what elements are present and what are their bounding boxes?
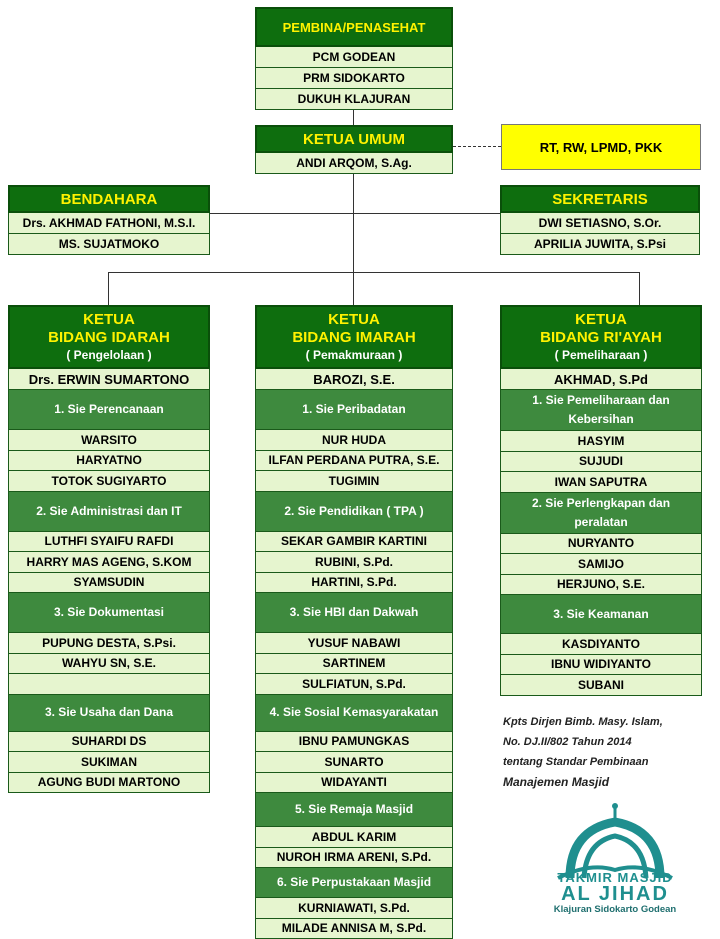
riayah-header-line1: KETUA	[575, 311, 627, 329]
idarah-header	[8, 305, 210, 369]
imarah-member: IBNU PAMUNGKAS	[255, 732, 453, 753]
imarah-section-title: 4. Sie Sosial Kemasyarakatan	[255, 695, 453, 732]
connector-ketua-down	[353, 168, 354, 305]
riayah-head-name: AKHMAD, S.Pd	[500, 369, 702, 390]
decree-note	[503, 712, 713, 792]
riayah-section-title: 2. Sie Perlengkapan dan peralatan	[500, 493, 702, 534]
idarah-member: LUTHFI SYAIFU RAFDI	[8, 532, 210, 553]
idarah-section-title: 1. Sie Perencanaan	[8, 390, 210, 430]
idarah-member: TOTOK SUGIYARTO	[8, 471, 210, 492]
riayah-section-title: 1. Sie Pemeliharaan dan Kebersihan	[500, 390, 702, 431]
riayah-header	[500, 305, 702, 369]
takmir-logo	[530, 800, 700, 920]
idarah-section-title: 3. Sie Usaha dan Dana	[8, 695, 210, 732]
column-imarah	[255, 305, 453, 939]
pembina-member: DUKUH KLAJURAN	[255, 89, 453, 110]
riayah-member: SUJUDI	[500, 452, 702, 473]
pembina-title: PEMBINA/PENASEHAT	[255, 7, 453, 47]
sekretaris-member: DWI SETIASNO, S.Or.	[500, 213, 700, 234]
decree-note-line3: tentang Standar Pembinaan	[503, 752, 713, 772]
imarah-member: WIDAYANTI	[255, 773, 453, 794]
imarah-member: MILADE ANNISA M, S.Pd.	[255, 919, 453, 939]
pembina-member: PCM GODEAN	[255, 47, 453, 68]
ketua-umum-title: KETUA UMUM	[255, 125, 453, 153]
idarah-section-title: 3. Sie Dokumentasi	[8, 593, 210, 633]
riayah-member: KASDIYANTO	[500, 634, 702, 655]
idarah-member: SYAMSUDIN	[8, 573, 210, 594]
riayah-section-title: 3. Sie Keamanan	[500, 595, 702, 634]
imarah-member: NUR HUDA	[255, 430, 453, 451]
bendahara-member: Drs. AKHMAD FATHONI, M.S.I.	[8, 213, 210, 234]
idarah-member: HARRY MAS AGENG, S.KOM	[8, 552, 210, 573]
idarah-header-line2: BIDANG IDARAH	[48, 329, 170, 347]
decree-note-line2: No. DJ.II/802 Tahun 2014	[503, 732, 713, 752]
ketua-umum-name: ANDI ARQOM, S.Ag.	[255, 153, 453, 174]
idarah-member: SUHARDI DS	[8, 732, 210, 753]
idarah-member: HARYATNO	[8, 451, 210, 472]
imarah-header-line1: KETUA	[328, 311, 380, 329]
sekretaris-title: SEKRETARIS	[500, 185, 700, 213]
idarah-member: PUPUNG DESTA, S.Psi.	[8, 633, 210, 654]
riayah-member: IBNU WIDIYANTO	[500, 655, 702, 676]
bendahara-block	[8, 185, 210, 255]
imarah-member: SARTINEM	[255, 654, 453, 675]
riayah-member: IWAN SAPUTRA	[500, 472, 702, 493]
sekretaris-block	[500, 185, 700, 255]
imarah-section-title: 3. Sie HBI dan Dakwah	[255, 593, 453, 633]
riayah-member: HERJUNO, S.E.	[500, 575, 702, 596]
riayah-member: SAMIJO	[500, 554, 702, 575]
mosque-dome-icon	[530, 800, 700, 880]
idarah-header-line1: KETUA	[83, 311, 135, 329]
imarah-member: ABDUL KARIM	[255, 827, 453, 848]
riayah-header-line2: BIDANG RI'AYAH	[540, 329, 662, 347]
pembina-block	[255, 7, 453, 110]
idarah-head-name: Drs. ERWIN SUMARTONO	[8, 369, 210, 390]
idarah-section-title: 2. Sie Administrasi dan IT	[8, 492, 210, 532]
imarah-member: ILFAN PERDANA PUTRA, S.E.	[255, 451, 453, 472]
idarah-member: WAHYU SN, S.E.	[8, 654, 210, 675]
riayah-member: SUBANI	[500, 675, 702, 696]
logo-top-text: TAKMIR MASJID	[530, 870, 700, 885]
imarah-member: SEKAR GAMBIR KARTINI	[255, 532, 453, 553]
imarah-header-sub: ( Pemakmuraan )	[306, 347, 403, 363]
imarah-header	[255, 305, 453, 369]
sekretaris-member: APRILIA JUWITA, S.Psi	[500, 234, 700, 255]
imarah-member: TUGIMIN	[255, 471, 453, 492]
imarah-header-line2: BIDANG IMARAH	[292, 329, 415, 347]
ketua-umum-block	[255, 125, 453, 174]
imarah-member: RUBINI, S.Pd.	[255, 552, 453, 573]
decree-note-line4: Manajemen Masjid	[503, 772, 713, 792]
idarah-member: WARSITO	[8, 430, 210, 451]
pembina-member: PRM SIDOKARTO	[255, 68, 453, 89]
idarah-member	[8, 674, 210, 695]
riayah-member: NURYANTO	[500, 534, 702, 555]
logo-place-text: Klajuran Sidokarto Godean	[530, 904, 700, 915]
connector-branch-horizontal	[108, 272, 640, 273]
imarah-member: YUSUF NABAWI	[255, 633, 453, 654]
riayah-header-sub: ( Pemeliharaan )	[555, 347, 648, 363]
imarah-section-title: 1. Sie Peribadatan	[255, 390, 453, 430]
idarah-member: SUKIMAN	[8, 752, 210, 773]
idarah-header-sub: ( Pengelolaan )	[66, 347, 151, 363]
idarah-member: AGUNG BUDI MARTONO	[8, 773, 210, 794]
imarah-section-title: 2. Sie Pendidikan ( TPA )	[255, 492, 453, 532]
imarah-member: SUNARTO	[255, 752, 453, 773]
external-partners-box: RT, RW, LPMD, PKK	[501, 124, 701, 170]
riayah-member: HASYIM	[500, 431, 702, 452]
column-riayah	[500, 305, 702, 696]
decree-note-line1: Kpts Dirjen Bimb. Masy. Islam,	[503, 712, 713, 732]
column-idarah	[8, 305, 210, 793]
connector-branch-right	[639, 272, 640, 305]
imarah-section-title: 5. Sie Remaja Masjid	[255, 793, 453, 827]
connector-branch-left	[108, 272, 109, 305]
imarah-member: SULFIATUN, S.Pd.	[255, 674, 453, 695]
imarah-section-title: 6. Sie Perpustakaan Masjid	[255, 868, 453, 898]
imarah-member: HARTINI, S.Pd.	[255, 573, 453, 594]
imarah-member: NUROH IRMA ARENI, S.Pd.	[255, 848, 453, 869]
connector-bendahara-sekretaris	[210, 213, 500, 214]
imarah-head-name: BAROZI, S.E.	[255, 369, 453, 390]
dashed-connector-external	[453, 146, 501, 147]
bendahara-member: MS. SUJATMOKO	[8, 234, 210, 255]
logo-name-text: AL JIHAD	[530, 883, 700, 906]
imarah-member: KURNIAWATI, S.Pd.	[255, 898, 453, 919]
bendahara-title: BENDAHARA	[8, 185, 210, 213]
